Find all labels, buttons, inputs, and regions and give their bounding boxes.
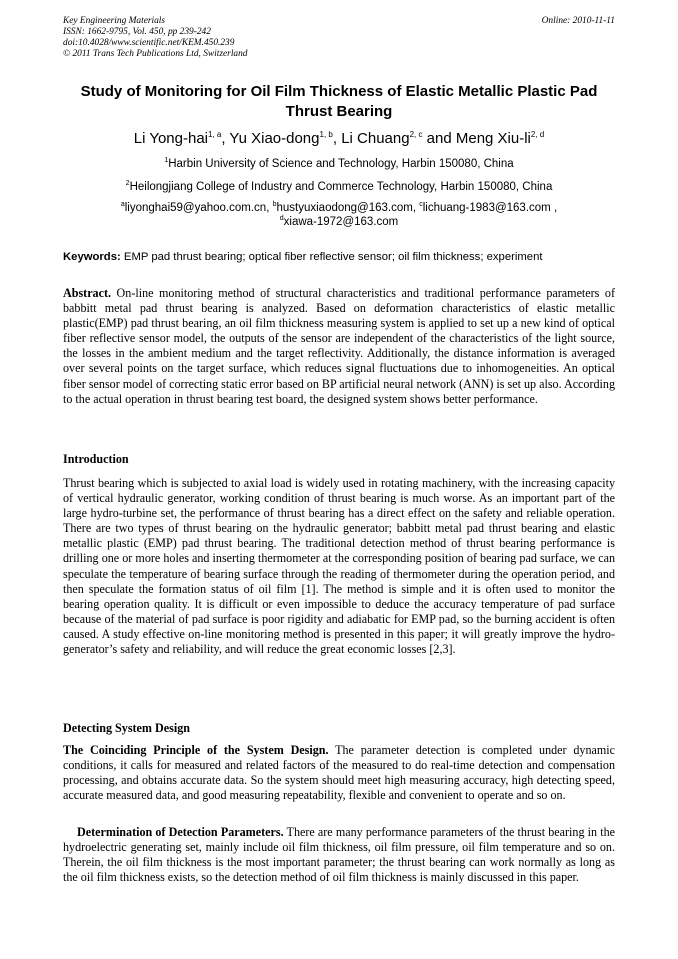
author-sup: 1, b — [319, 130, 333, 139]
email-sup: c — [419, 201, 423, 208]
abstract — [63, 286, 615, 407]
issn-line: ISSN: 1662-9795, Vol. 450, pp 239-242 — [63, 27, 211, 37]
journal-info — [63, 16, 615, 60]
author-name: Yu Xiao-dong — [229, 130, 320, 147]
author-sep: and — [422, 130, 456, 147]
author-sup: 1, a — [208, 130, 222, 139]
aff-text: Harbin University of Science and Technology, Harbin 150080, China — [168, 158, 514, 170]
paper-title: Study of Monitoring for Oil Film Thickness of Elastic Metallic Plastic Pad Thrust Bearing — [80, 83, 598, 120]
author-sup: 2, c — [409, 130, 423, 139]
journal-name: Key Engineering Materials — [63, 16, 166, 26]
online-date: Online: 2010-11-11 — [541, 16, 615, 26]
copyright-line: © 2011 Trans Tech Publications Ltd, Switzerland — [63, 49, 248, 59]
email-address: hustyuxiaodong@163.com, — [276, 202, 420, 214]
email-sup: d — [279, 215, 284, 222]
affiliation-1 — [63, 157, 615, 172]
abstract-label: Abstract. — [63, 286, 112, 300]
author-list — [63, 129, 615, 149]
author-sup: 2, d — [530, 130, 545, 139]
aff-sup: 2 — [125, 180, 130, 187]
paragraph-text: The parameter detection is completed under dynamic conditions, it calls for measured and related factors of the measured to do real-time detection and compensation processing, and obtains accurate data. So the system should meet high measuring accuracy, high detecting speed, accurate measured data, and good measuring repeatability, flexible and convenient to operate and so on. — [63, 743, 616, 803]
author-name: Li Chuang — [341, 130, 410, 147]
paragraph-text: There are many performance parameters of the thrust bearing in the hydroelectric generating set, mainly include oil film thickness, oil film pressure, oil film temperature and so on. Therein, the oil film thickness is the most important parameter; the thrust bearing can work normally as long as the oil film thickness exists, so the detection method of oil film thickness is mainly discussed in this paper. — [63, 825, 615, 885]
paragraph-lead: The Coinciding Principle of the System Design. — [63, 743, 329, 757]
author-name: Meng Xiu-li — [455, 130, 531, 147]
email-address: lichuang-1983@163.com , — [422, 202, 558, 214]
coinciding-principle-paragraph — [63, 743, 615, 803]
running-header — [63, 16, 615, 60]
author-sep: , — [221, 130, 230, 147]
affiliation-2 — [63, 180, 615, 195]
email-address: xiawa-1972@163.com — [283, 216, 399, 228]
email-sup: b — [272, 201, 277, 208]
keywords-line — [63, 250, 615, 265]
keywords-label: Keywords: — [63, 251, 121, 263]
section-heading-introduction: Introduction — [63, 452, 129, 466]
doi-line: doi:10.4028/www.scientific.net/KEM.450.239 — [63, 38, 235, 48]
email-sup: a — [120, 201, 125, 208]
email-line-2 — [63, 215, 615, 230]
aff-text: Heilongjiang College of Industry and Commerce Technology, Harbin 150080, China — [129, 181, 553, 193]
author-sep: , — [332, 130, 342, 147]
paragraph-lead: Determination of Detection Parameters. — [77, 825, 284, 839]
aff-sup: 1 — [164, 157, 169, 164]
keywords-text: EMP pad thrust bearing; optical fiber reflective sensor; oil film thickness; experiment — [120, 251, 543, 263]
email-address: liyonghai59@yahoo.com.cn, — [124, 202, 273, 214]
section-heading-detecting-system-design: Detecting System Design — [63, 721, 190, 735]
introduction-paragraph: Thrust bearing which is subjected to axial load is widely used in rotating machinery, with the increasing capacity of vertical hydraulic generator, working condition of thrust bearing is much worse. As an important part of the large hydro-turbine set, the performance of thrust bearing has a direct effect on the safety and reliable operation. There are two types of thrust bearing on the hydraulic generator; babbitt metal pad thrust bearing and elastic metallic plastic (EMP) pad thrust bearing. The traditional detection method of thrust bearing performance is drilling one or more holes and inserting thermometer at the corresponding position of bearing pad surface, we can speculate the temperature of bearing surface through the reading of thermometer during the operation period, and then speculate the formation status of oil film [1]. The method is simple and it is often used to monitor the bearing operation quality. It is difficult or even impossible to deduce the accuracy temperature of pad surface because of the material of pad surface is poor rigidity and adiabatic for EMP pad, so the burning accident is often caused. A study effective on-line monitoring method is presented in this paper; it will greatly improve the hydro-generator’s safety and reliability, and will reduce the great economic losses [2,3]. — [63, 476, 615, 657]
email-line-1 — [63, 201, 615, 216]
detection-parameters-paragraph — [63, 825, 615, 885]
abstract-text: On-line monitoring method of structural characteristics and traditional performance parameters of babbitt metal pad thrust bearing is analyzed. Based on deformation characteristics of elastic metallic plastic(EMP) pad thrust bearing, an oil film thickness measuring system is applied to set up a new kind of optical fiber reflective sensor model, the outputs of the sensor are independent of the characteristics of the light source, the losses in the ambient medium and the target reflectivity. Additionally, the distance information is averaged over several points on the target surface, which reduces signal fluctuations due to inhomogeneities. An optical fiber sensor model of correcting static error based on BP artificial neural network (ANN) is set up also. According to the actual operation in thrust bearing test board, the designed system shows better performance. — [63, 286, 616, 406]
author-name: Li Yong-hai — [133, 130, 208, 147]
